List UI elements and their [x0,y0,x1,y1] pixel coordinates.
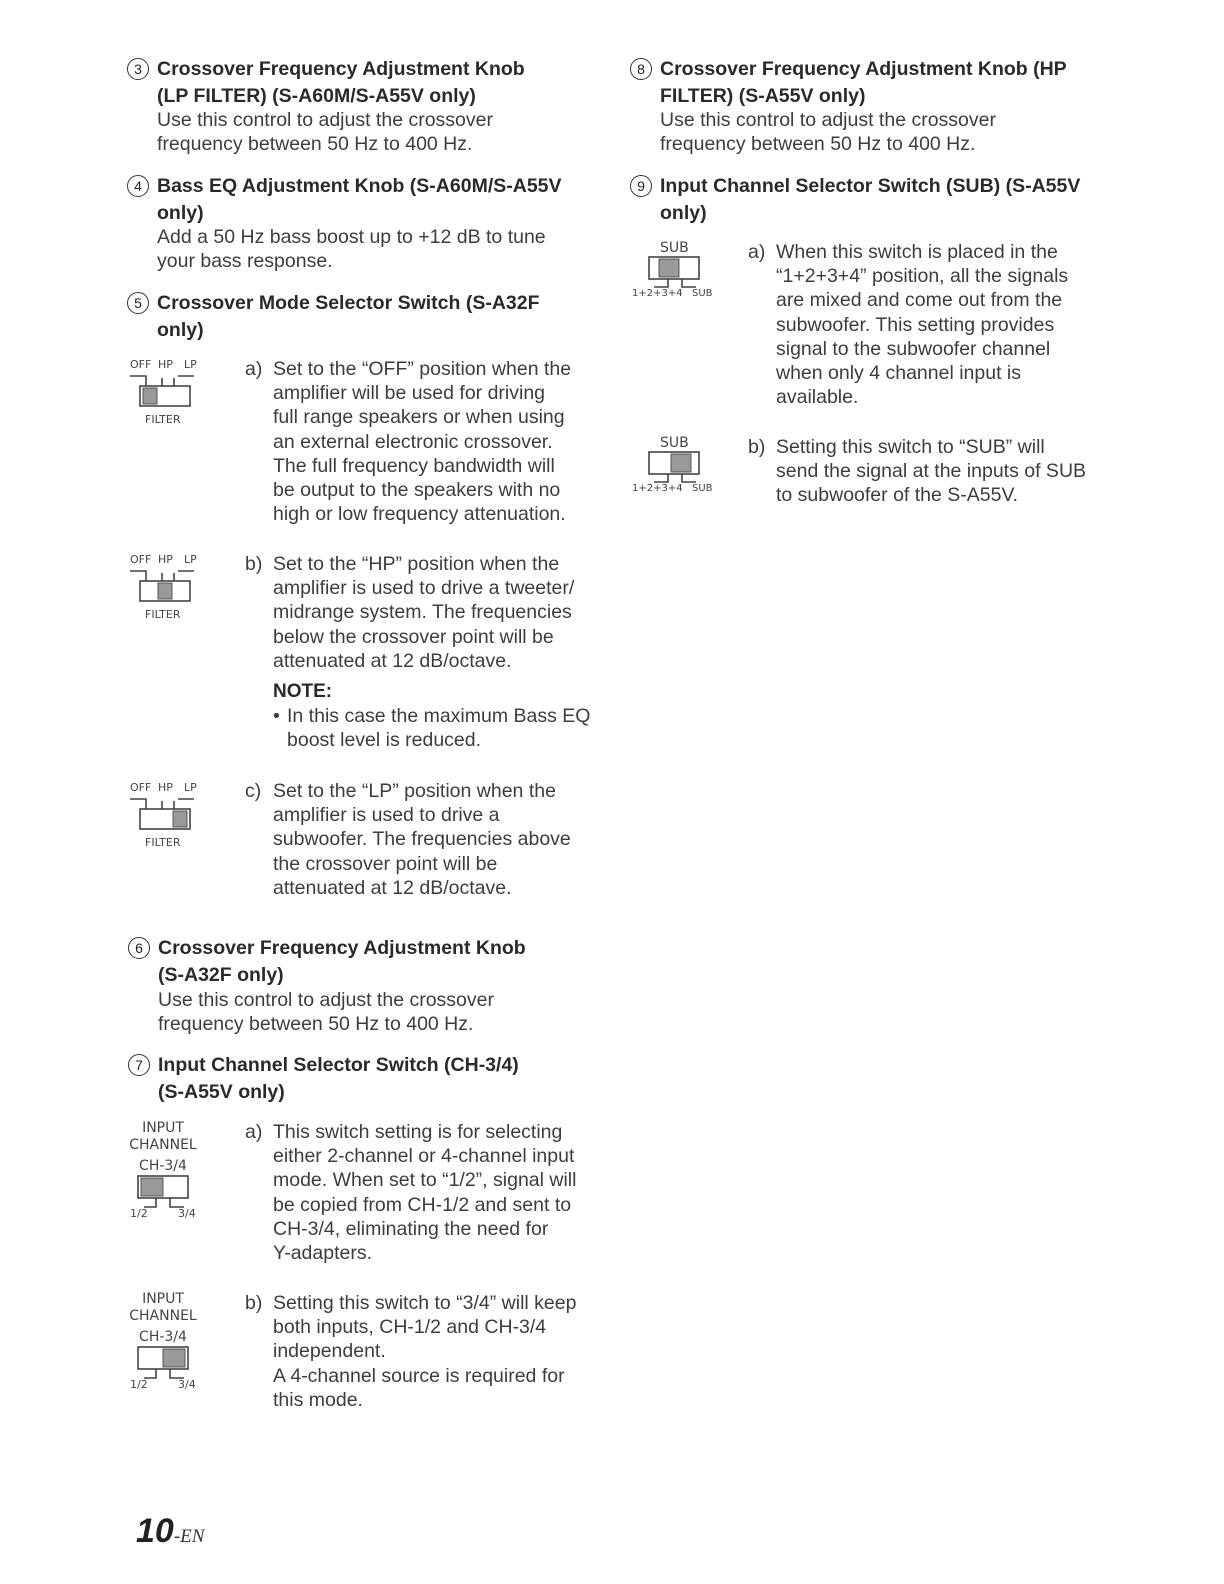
item-label: b) [245,553,263,575]
text-line: this mode. [273,1388,363,1411]
item-label: b) [748,436,766,458]
diagram-caption [128,1120,198,1175]
switch-off-label: OFF [130,553,152,566]
section-7-title-line2: (S-A55V only) [158,1081,285,1103]
text-line: be copied from CH-1/2 and sent to [273,1193,572,1216]
text-line: subwoofer. The frequencies above [273,828,571,851]
section-4-body [157,225,546,273]
section-4-title-line1: Bass EQ Adjustment Knob (S-A60M/S-A55V [157,175,562,197]
section-9-item-b [748,435,1118,508]
filter-switch-lp-diagram [128,779,208,854]
section-7-heading [135,1052,519,1106]
switch-hp-label: HP [158,781,173,794]
switch-caption: FILTER [145,413,181,426]
switch-left-label: 1+2+3+4 [632,288,683,299]
switch-off-label: OFF [130,358,152,371]
caption-line: INPUT [142,1120,184,1136]
text-line: boost level is reduced. [287,729,482,752]
sub-switch-sub-diagram [630,435,720,500]
slide-switch-icon [128,368,208,410]
switch-right-label: SUB [692,288,713,299]
section-5-title-line2: only) [157,319,204,341]
switch-off-label: OFF [130,781,152,794]
section-number-5: 5 [127,292,149,314]
switch-right-label: 3/4 [178,1378,196,1391]
switch-caption: FILTER [145,608,181,621]
section-6-title-line2: (S-A32F only) [158,964,284,986]
text-line: independent. [273,1340,386,1363]
section-4-heading [134,173,562,227]
section-7-item-a [245,1120,605,1265]
text-line: amplifier is used to drive a [273,804,500,827]
text-line: high or low frequency attenuation. [273,503,566,526]
section-8-body-line2: frequency between 50 Hz to 400 Hz. [660,133,976,156]
section-9-heading [637,173,1081,227]
switch-caption: FILTER [145,836,181,849]
text-line: “1+2+3+4” position, all the signals [776,265,1069,288]
text-line: When this switch is placed in the [776,241,1058,263]
section-9-item-a [748,240,1118,409]
input-channel-switch-1-2-diagram [128,1120,208,1225]
note-bullet [273,704,600,752]
section-6-body [158,988,494,1036]
section-8-body [660,108,996,156]
section-7-title-line1: Input Channel Selector Switch (CH-3/4) [158,1054,519,1076]
section-number-7: 7 [128,1054,150,1076]
slide-switch-icon [128,563,208,605]
text-line: Y-adapters. [273,1242,373,1265]
text-line: This switch setting is for selecting [273,1121,563,1143]
section-6-body-line2: frequency between 50 Hz to 400 Hz. [158,1013,474,1036]
slide-switch-icon [128,1175,208,1211]
caption-line: CHANNEL [129,1137,197,1153]
filter-switch-hp-diagram [128,551,208,626]
section-number-4: 4 [127,175,149,197]
section-6-title-line1: Crossover Frequency Adjustment Knob [158,937,526,959]
section-8-title-line1: Crossover Frequency Adjustment Knob (HP [660,58,1067,80]
section-8-body-line1: Use this control to adjust the crossover [660,109,996,131]
caption-line: CH-3/4 [139,1158,187,1174]
section-6-body-line1: Use this control to adjust the crossover [158,989,494,1011]
section-6-heading [135,935,526,989]
text-line: subwoofer. This setting provides [776,313,1055,336]
section-3-body-line1: Use this control to adjust the crossover [157,109,493,131]
text-line: attenuated at 12 dB/octave. [273,649,512,672]
slide-switch-icon [644,256,720,290]
section-5-item-c [245,779,600,900]
section-5-item-b [245,552,600,752]
text-line: Set to the “HP” position when the [273,553,560,575]
section-5-item-a [245,357,600,526]
sub-switch-mix-diagram [630,240,720,305]
text-line: send the signal at the inputs of SUB [776,460,1087,483]
section-5-title-line1: Crossover Mode Selector Switch (S-A32F [157,292,540,314]
caption-line: CHANNEL [129,1308,197,1324]
text-line: • In this case the maximum Bass EQ [287,705,591,728]
section-3-body [157,108,493,156]
slide-switch-icon [644,451,720,485]
text-line: either 2-channel or 4-channel input [273,1145,575,1168]
item-label: c) [245,780,262,802]
section-8-title-line2: FILTER) (S-A55V only) [660,85,866,107]
text-line: Set to the “OFF” position when the [273,358,572,380]
switch-left-label: 1/2 [130,1207,148,1220]
text-line: full range speakers or when using [273,406,565,429]
text-line: Set to the “LP” position when the [273,780,556,802]
switch-lp-label: LP [184,553,197,566]
text-line: midrange system. The frequencies [273,601,572,624]
switch-right-label: SUB [692,483,713,494]
diagram-caption [128,1291,198,1346]
text-line: an external electronic crossover. [273,430,553,453]
section-3-title-line1: Crossover Frequency Adjustment Knob [157,58,525,80]
slide-switch-icon [128,791,208,833]
item-label: b) [245,1292,263,1314]
section-number-3: 3 [127,58,149,80]
section-number-8: 8 [630,58,652,80]
switch-top-label: SUB [660,240,689,256]
item-label: a) [748,241,766,263]
section-4-body-line1: Add a 50 Hz bass boost up to +12 dB to tune [157,226,546,248]
section-number-6: 6 [128,937,150,959]
text-line: attenuated at 12 dB/octave. [273,876,512,899]
section-9-title-line1: Input Channel Selector Switch (SUB) (S-A55V [660,175,1081,197]
slide-switch-icon [128,1346,208,1382]
text-line: amplifier is used to drive a tweeter/ [273,577,575,600]
page-footer [136,1512,204,1551]
input-channel-switch-3-4-diagram [128,1291,208,1396]
switch-hp-label: HP [158,358,173,371]
page-number: 10 [136,1512,174,1550]
text-line: are mixed and come out from the [776,289,1063,312]
text-line: the crossover point will be [273,852,498,875]
section-5-heading [134,290,540,344]
section-number-9: 9 [630,175,652,197]
section-7-item-b [245,1291,605,1412]
note-heading: NOTE: [273,681,333,703]
switch-left-label: 1/2 [130,1378,148,1391]
text-line: be output to the speakers with no [273,479,561,502]
text-line: signal to the subwoofer channel [776,337,1051,360]
text-line: Setting this switch to “SUB” will [776,436,1045,458]
caption-line: CH-3/4 [139,1329,187,1345]
section-3-title-line2: (LP FILTER) (S-A60M/S-A55V only) [157,85,476,107]
section-4-title-line2: only) [157,202,204,224]
switch-top-label: SUB [660,435,689,451]
item-label: a) [245,358,263,380]
text-line: when only 4 channel input is [776,362,1021,385]
text-line: A 4-channel source is required for [273,1364,565,1387]
text-line: CH-3/4, eliminating the need for [273,1217,549,1240]
text-line: The full frequency bandwidth will [273,454,555,477]
section-9-title-line2: only) [660,202,707,224]
switch-lp-label: LP [184,358,197,371]
switch-left-label: 1+2+3+4 [632,483,683,494]
section-3-body-line2: frequency between 50 Hz to 400 Hz. [157,133,473,156]
text-line: Setting this switch to “3/4” will keep [273,1292,577,1314]
text-line: mode. When set to “1/2”, signal will [273,1169,577,1192]
section-3-heading [134,56,525,110]
text-line: to subwoofer of the S-A55V. [776,484,1019,507]
switch-lp-label: LP [184,781,197,794]
page-language-suffix: -EN [173,1526,205,1547]
filter-switch-off-diagram [128,356,208,431]
switch-right-label: 3/4 [178,1207,196,1220]
section-8-heading [637,56,1067,110]
caption-line: INPUT [142,1291,184,1307]
switch-hp-label: HP [158,553,173,566]
item-label: a) [245,1121,263,1143]
section-4-body-line2: your bass response. [157,250,333,273]
text-line: amplifier will be used for driving [273,382,546,405]
text-line: available. [776,386,859,409]
text-line: both inputs, CH-1/2 and CH-3/4 [273,1316,547,1339]
text-line: below the crossover point will be [273,625,554,648]
